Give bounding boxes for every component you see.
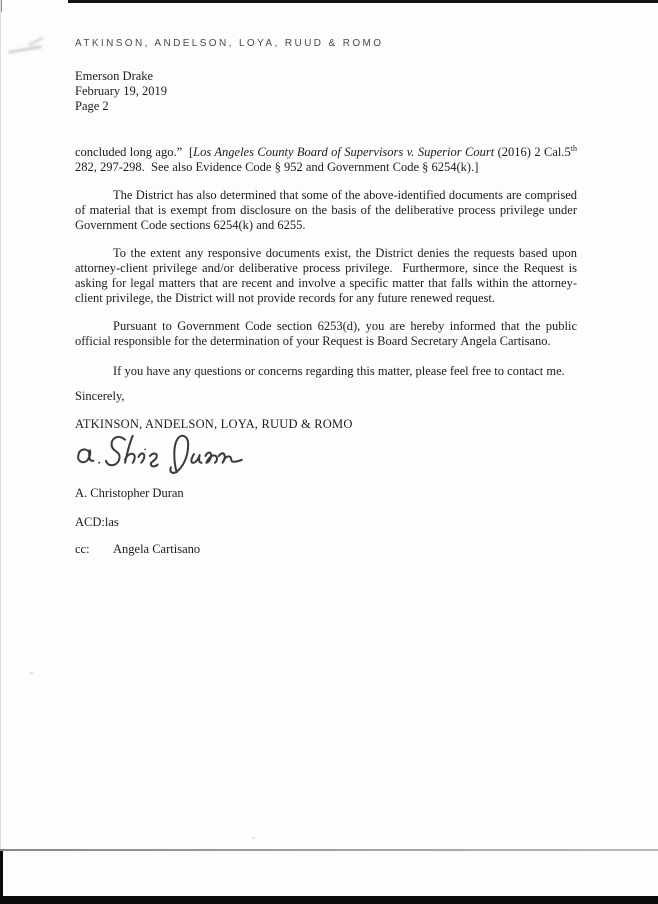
firm-signature-line: ATKINSON, ANDELSON, LOYA, RUUD & ROMO bbox=[75, 417, 353, 431]
scan-artifact-left-edge bbox=[0, 0, 1, 904]
scan-artifact-bottom-black-bar bbox=[0, 896, 658, 904]
letterhead-firm-name: ATKINSON, ANDELSON, LOYA, RUUD & ROMO bbox=[75, 38, 384, 49]
case-name-italic: Los Angeles County Board of Supervisors v. Superior Court bbox=[193, 145, 495, 159]
letter-date: February 19, 2019 bbox=[75, 84, 167, 98]
cc-name: Angela Cartisano bbox=[113, 542, 201, 556]
closing-sincerely: Sincerely, bbox=[75, 389, 125, 403]
signature-script-drawing bbox=[75, 434, 243, 478]
scan-speck-1 bbox=[30, 672, 33, 674]
recipient-name: Emerson Drake bbox=[75, 69, 154, 83]
scan-speck-2 bbox=[252, 837, 255, 839]
citation-superscript: th bbox=[570, 143, 577, 153]
typist-initials: ACD:las bbox=[75, 515, 119, 529]
cc-label: cc: bbox=[75, 542, 90, 556]
citation-mid: (2016) 2 Cal.5 bbox=[494, 145, 571, 159]
paragraph-privilege-denial: To the extent any responsive documents exist, the District denies the requests based upon attorney-client privilege and/or deliberative process privilege. Furthermore, since the Request is asking for legal matters that are recent and involve a specific matter that falls within the attorney-client privilege, the District will not provide records for any future renewed request. bbox=[75, 246, 581, 305]
citation-pre: concluded long ago.” [ bbox=[75, 145, 194, 159]
scan-artifact-top-edge bbox=[68, 0, 658, 3]
letter-body bbox=[75, 38, 581, 557]
handwritten-signature bbox=[75, 434, 577, 478]
pencil-smudge bbox=[8, 45, 42, 54]
citation-tail: 282, 297-298. See also Evidence Code § 952 and Government Code § 6254(k).] bbox=[75, 145, 581, 174]
citation-paragraph bbox=[75, 143, 581, 175]
signer-name: A. Christopher Duran bbox=[75, 486, 184, 500]
scan-artifact-bottom-rule bbox=[0, 849, 658, 851]
page-number: Page 2 bbox=[75, 99, 109, 113]
cc-block bbox=[75, 542, 577, 557]
paragraph-public-official: Pursuant to Government Code section 6253(d), you are hereby informed that the public official responsible for the determination of your Request is Board Secretary Angela Cartisano. bbox=[75, 319, 581, 348]
scan-artifact-bottom-left-edge bbox=[0, 851, 3, 904]
recipient-block bbox=[75, 69, 577, 114]
paragraph-deliberative-process: The District has also determined that some of the above-identified documents are comprised of material that is exempt from disclosure on the basis of the deliberative process privilege under Government Code sections 6254(k) and 6255. bbox=[75, 188, 581, 232]
paragraph-contact: If you have any questions or concerns regarding this matter, please feel free to contact me. bbox=[113, 364, 565, 378]
